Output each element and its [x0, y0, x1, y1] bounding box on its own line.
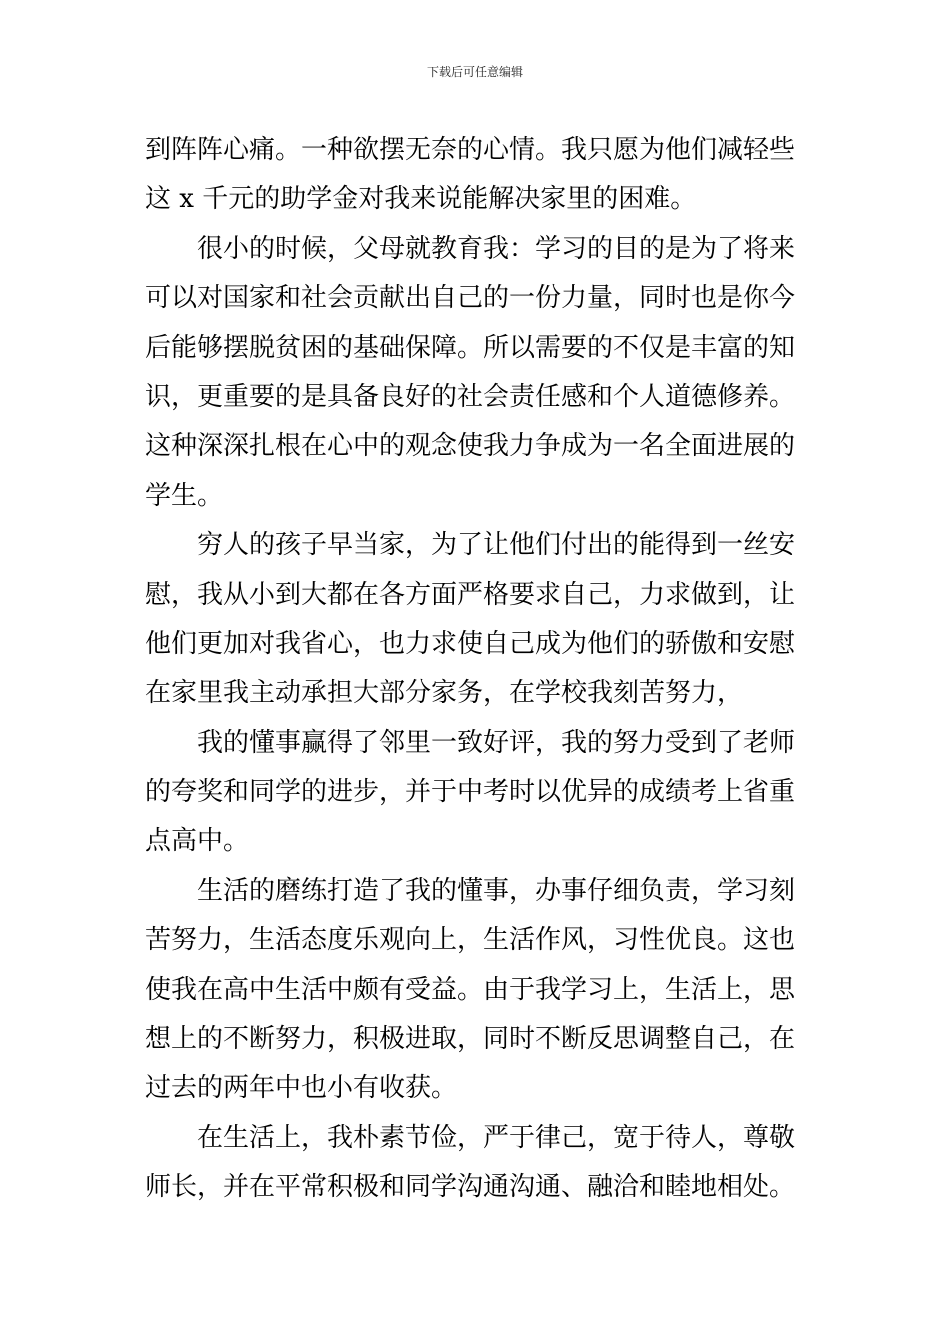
text-line: 使我在高中生活中颇有受益。由于我学习上，生活上，思: [145, 974, 796, 1005]
text-line: 到阵阵心痛。一种欲摆无奈的心情。我只愿为他们减轻些: [145, 135, 796, 165]
text-line: 想上的不断努力，积极进取，同时不断反思调整自己，在: [145, 1024, 796, 1055]
paragraph-first-line: 很小的时候，父母就教育我：学习的目的是为了将来: [197, 233, 796, 264]
page-header: 下载后可任意编辑: [426, 65, 523, 79]
text-line: 点高中。: [145, 826, 250, 857]
text-line: 苦努力，生活态度乐观向上，生活作风，习性优良。这也: [145, 925, 796, 956]
paragraph-first-line: 穷人的孩子早当家，为了让他们付出的能得到一丝安: [197, 530, 796, 561]
text-line: 师长，并在平常积极和同学沟通沟通、融洽和睦地相处。: [145, 1172, 796, 1203]
text-line: 可以对国家和社会贡献出自己的一份力量，同时也是你今: [145, 283, 796, 314]
text-line: 过去的两年中也小有收获。: [145, 1073, 458, 1104]
text-line: 这种深深扎根在心中的观念使我力争成为一名全面进展的: [145, 431, 796, 462]
text-line: 的夸奖和同学的进步，并于中考时以优异的成绩考上省重: [145, 777, 796, 808]
text-line: 慰，我从小到大都在各方面严格要求自己，力求做到，让: [145, 579, 796, 610]
text-line: 识，更重要的是具备良好的社会责任感和个人道德修养。: [145, 381, 796, 412]
text-line: 他们更加对我省心，也力求使自己成为他们的骄傲和安慰: [145, 628, 796, 659]
paragraph-first-line: 生活的磨练打造了我的懂事，办事仔细负责，学习刻: [197, 875, 796, 906]
text-line: 后能够摆脱贫困的基础保障。所以需要的不仅是丰富的知: [145, 332, 796, 363]
paragraph-first-line: 在生活上，我朴素节俭，严于律己，宽于待人，尊敬: [197, 1122, 796, 1153]
text-line: 学生。: [145, 480, 224, 511]
paragraph-first-line: 我的懂事赢得了邻里一致好评，我的努力受到了老师: [197, 727, 796, 758]
text-line: 在家里我主动承担大部分家务，在学校我刻苦努力，: [145, 678, 744, 709]
text-line: 这 x 千元的助学金对我来说能解决家里的困难。: [145, 184, 697, 215]
document-body: [145, 126, 810, 1213]
